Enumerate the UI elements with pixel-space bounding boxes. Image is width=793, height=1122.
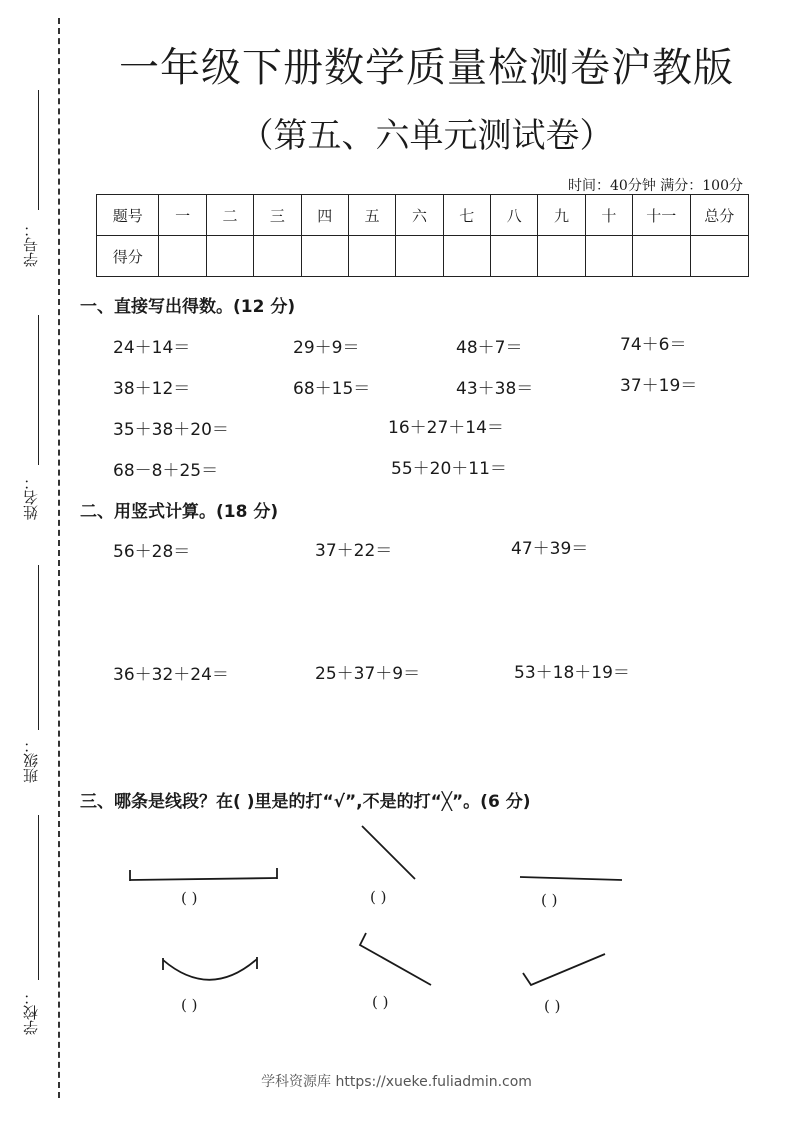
class-label: 班级： — [22, 738, 40, 783]
figure-diagonal-line — [362, 826, 415, 879]
section2-title: 二、用竖式计算。(18 分) — [80, 502, 279, 522]
oral-problem: 35＋38＋20＝ — [113, 420, 229, 440]
header-cell: 六 — [396, 195, 443, 236]
question-number-label: 题号 — [97, 195, 159, 236]
time-info: 时间：40分钟 满分：100分 — [568, 178, 743, 194]
answer-paren[interactable]: ( ) — [544, 997, 561, 1015]
school-label: 学校： — [22, 990, 40, 1035]
header-cell: 十 — [585, 195, 632, 236]
vertical-calc-problem: 56＋28＝ — [113, 542, 191, 562]
vertical-calc-problem: 25＋37＋9＝ — [315, 664, 421, 684]
vertical-calc-problem: 53＋18＋19＝ — [514, 663, 630, 683]
oral-problem: 74＋6＝ — [620, 335, 687, 355]
vertical-calc-problem: 36＋32＋24＝ — [113, 665, 229, 685]
oral-problem: 37＋19＝ — [620, 376, 698, 396]
header-cell: 八 — [490, 195, 537, 236]
score-label: 得分 — [97, 236, 159, 277]
header-cell: 九 — [538, 195, 585, 236]
oral-problem: 68＋15＝ — [293, 379, 371, 399]
section3-title: 三、哪条是线段？在( )里是的打“√”,不是的打“╳”。(6 分) — [80, 792, 531, 812]
answer-paren[interactable]: ( ) — [181, 996, 198, 1014]
answer-paren[interactable]: ( ) — [541, 891, 558, 909]
figure-hooked-line — [360, 933, 431, 985]
vertical-calc-problem: 37＋22＝ — [315, 541, 393, 561]
answer-paren[interactable]: ( ) — [181, 889, 198, 907]
oral-problem: 38＋12＝ — [113, 379, 191, 399]
oral-problem: 48＋7＝ — [456, 338, 523, 358]
header-cell: 二 — [206, 195, 253, 236]
header-cell: 四 — [301, 195, 348, 236]
header-cell: 十一 — [633, 195, 690, 236]
oral-problem: 24＋14＝ — [113, 338, 191, 358]
answer-paren[interactable]: ( ) — [370, 888, 387, 906]
answer-paren[interactable]: ( ) — [372, 993, 389, 1011]
header-cell: 三 — [254, 195, 301, 236]
footer-source: 学科资源库 https://xueke.fuliadmin.com — [261, 1074, 532, 1090]
page-title: 一年级下册数学质量检测卷沪教版 — [119, 45, 734, 91]
figure-horizontal-line — [520, 877, 622, 880]
page-subtitle: （第五、六单元测试卷） — [239, 116, 614, 156]
figure-curve — [163, 957, 257, 980]
oral-problem: 16＋27＋14＝ — [388, 418, 504, 438]
header-cell: 一 — [159, 195, 206, 236]
header-cell: 五 — [348, 195, 395, 236]
name-label: 姓名： — [22, 475, 40, 520]
section1-title: 一、直接写出得数。(12 分) — [80, 297, 296, 317]
header-cell: 七 — [443, 195, 490, 236]
vertical-calc-problem: 47＋39＝ — [511, 539, 589, 559]
figure-segment-bracket — [130, 868, 277, 881]
oral-problem: 29＋9＝ — [293, 338, 360, 358]
figure-hooked-line — [523, 954, 605, 985]
student-id-label: 学号： — [22, 222, 40, 267]
oral-problem: 68－8＋25＝ — [113, 461, 219, 481]
oral-problem: 43＋38＝ — [456, 379, 534, 399]
oral-problem: 55＋20＋11＝ — [391, 459, 507, 479]
total-label: 总分 — [690, 195, 749, 236]
